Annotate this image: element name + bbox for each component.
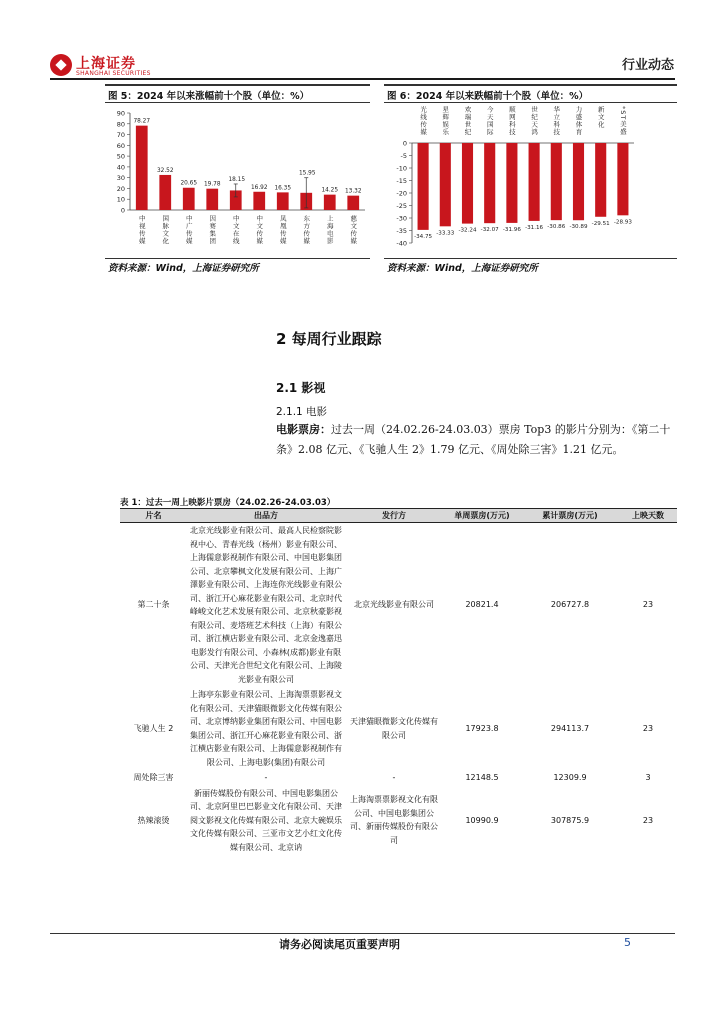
category-label: 慈文传媒 bbox=[349, 215, 358, 245]
brand-name: 上海证券 bbox=[76, 56, 136, 72]
bar bbox=[573, 143, 584, 220]
category-label: 新文化 bbox=[596, 106, 605, 129]
distributor: 天津猫眼微影文化传媒有限公司 bbox=[350, 717, 438, 740]
figure5-title: 图 5：2024 年以来涨幅前十个股（单位：%） bbox=[108, 91, 310, 102]
days-showing: 23 bbox=[642, 723, 654, 733]
bar bbox=[136, 126, 148, 210]
bar bbox=[347, 196, 359, 210]
header-film: 片名 bbox=[120, 509, 187, 523]
total-box-office: 294113.7 bbox=[550, 723, 590, 733]
total-box-office: 12309.9 bbox=[553, 773, 587, 782]
category-label: 力盛体育 bbox=[574, 106, 583, 136]
bar bbox=[551, 143, 562, 220]
disclaimer-notice: 请务必阅读尾页重要声明 bbox=[279, 938, 400, 951]
data-label: 78.27 bbox=[133, 118, 151, 125]
bar bbox=[418, 143, 429, 230]
data-label: 13.32 bbox=[344, 188, 362, 195]
subsection-heading: 2.1 影视 bbox=[276, 381, 326, 395]
data-label: 15.95 bbox=[298, 170, 316, 177]
bar bbox=[324, 195, 336, 210]
report-category: 行业动态 bbox=[621, 58, 674, 73]
y-tick-label: 70 bbox=[116, 131, 125, 140]
category-label: 中文在线 bbox=[231, 215, 240, 245]
y-tick-label: -30 bbox=[396, 214, 407, 223]
total-box-office: 307875.9 bbox=[550, 815, 590, 825]
category-label: 中视传媒 bbox=[137, 215, 146, 245]
y-tick-label: 30 bbox=[116, 174, 125, 183]
table-row bbox=[120, 687, 677, 770]
bar bbox=[183, 188, 195, 210]
data-label: 16.35 bbox=[274, 185, 292, 192]
distributor: 上海淘票票影视文化有限公司、中国电影集团公司、新丽传媒股份有限公司 bbox=[350, 795, 438, 845]
producer: 上海亭东影业有限公司、上海淘票票影视文化有限公司、天津猫眼微影文化传媒有限公司、北京博纳影业集团有限公司、中国电影集团公司、浙江开心麻花影业有限公司、浙江横店影业有限公司、上海儒意影视制作有限公司、上海电影(集团)有限公司 bbox=[190, 690, 342, 767]
figure6-chart bbox=[384, 104, 677, 259]
y-tick-label: -5 bbox=[400, 152, 407, 160]
producer: 新丽传媒股份有限公司、中国电影集团公司、北京阿里巴巴影业文化有限公司、天津阅文影视文化传媒有限公司、北京大碗娱乐文化传媒有限公司、三亚市文艺小红文化传媒有限公司、北京讷 bbox=[190, 788, 342, 852]
days-showing: 23 bbox=[642, 600, 654, 610]
header-producer: 出品方 bbox=[187, 509, 345, 523]
category-label: 世纪天鸿 bbox=[530, 106, 539, 136]
y-tick-label: 0 bbox=[120, 206, 125, 215]
figure6-top-rule bbox=[384, 84, 677, 86]
table-row bbox=[120, 770, 677, 786]
category-label: 中文传媒 bbox=[255, 215, 264, 245]
table-header-row bbox=[120, 509, 677, 523]
y-tick-label: 0 bbox=[402, 139, 407, 148]
bar bbox=[484, 143, 495, 223]
bar bbox=[440, 143, 451, 226]
section-heading: 2 每周行业跟踪 bbox=[276, 330, 382, 348]
y-tick-label: 90 bbox=[116, 109, 125, 118]
category-label: 中广传媒 bbox=[184, 215, 193, 245]
weekly-box-office: 10990.9 bbox=[465, 815, 499, 825]
data-label: -32.24 bbox=[458, 227, 477, 234]
y-tick-label: -40 bbox=[396, 239, 407, 248]
y-tick-label: -15 bbox=[396, 177, 407, 185]
category-label: 顺网科技 bbox=[507, 106, 516, 136]
category-label: 因赛集团 bbox=[208, 215, 217, 245]
distributor: - bbox=[392, 773, 396, 782]
bar bbox=[506, 143, 517, 223]
header-divider bbox=[50, 78, 675, 80]
bar bbox=[462, 143, 473, 224]
header-total: 累计票房(万元) bbox=[521, 509, 619, 523]
category-label: 华立科技 bbox=[552, 106, 561, 136]
header-distributor: 发行方 bbox=[345, 509, 443, 523]
data-label: 32.52 bbox=[156, 167, 174, 174]
bar bbox=[206, 189, 218, 210]
data-label: -31.96 bbox=[502, 226, 521, 233]
data-label: 18.15 bbox=[228, 176, 246, 183]
table-row bbox=[120, 523, 677, 688]
figure6-title: 图 6：2024 年以来跌幅前十个股（单位：%） bbox=[387, 91, 589, 102]
film-name: 热辣滚烫 bbox=[137, 815, 170, 825]
data-label: -33.33 bbox=[436, 230, 455, 237]
days-showing: 3 bbox=[645, 773, 651, 782]
weekly-box-office: 17923.8 bbox=[465, 723, 499, 733]
data-label: -31.16 bbox=[525, 224, 544, 231]
data-label: -29.51 bbox=[591, 220, 610, 227]
data-label: -32.07 bbox=[480, 227, 499, 234]
box-office-paragraph bbox=[276, 420, 676, 460]
data-label: -30.86 bbox=[547, 224, 566, 231]
data-label: 20.65 bbox=[180, 180, 198, 187]
paragraph-label: 电影票房： bbox=[276, 423, 331, 436]
y-tick-label: 60 bbox=[116, 141, 125, 150]
category-label: 东方传媒 bbox=[302, 215, 311, 245]
logo-icon bbox=[50, 54, 72, 76]
y-tick-label: 80 bbox=[116, 120, 125, 129]
footer-divider bbox=[50, 933, 675, 934]
data-label: -28.93 bbox=[613, 219, 632, 226]
figure5-top-rule bbox=[105, 84, 370, 86]
producer: - bbox=[264, 773, 268, 782]
data-label: -30.89 bbox=[569, 224, 588, 231]
bar bbox=[253, 192, 265, 210]
data-label: 16.92 bbox=[250, 184, 268, 191]
brand-name-english: SHANGHAI SECURITIES bbox=[76, 70, 151, 77]
bar bbox=[617, 143, 628, 215]
y-tick-label: 20 bbox=[116, 184, 125, 193]
y-tick-label: 50 bbox=[116, 152, 125, 161]
category-label: 凤凰传媒 bbox=[278, 215, 287, 245]
table-row bbox=[120, 786, 677, 856]
y-tick-label: 40 bbox=[116, 163, 125, 172]
header-days: 上映天数 bbox=[619, 509, 677, 523]
data-label: 14.25 bbox=[321, 187, 339, 194]
weekly-box-office: 20821.4 bbox=[465, 600, 499, 610]
film-name: 飞驰人生 2 bbox=[133, 723, 174, 733]
category-label: 今天国际 bbox=[485, 106, 494, 136]
header-weekly: 单周票房(万元) bbox=[443, 509, 521, 523]
y-tick-label: -10 bbox=[396, 164, 407, 173]
y-tick-label: -20 bbox=[396, 189, 407, 198]
figure6-title-rule bbox=[384, 102, 677, 103]
figure6-source-rule bbox=[384, 258, 677, 259]
figure5-title-rule bbox=[105, 102, 370, 103]
figure5-source-rule bbox=[105, 258, 370, 259]
weekly-box-office: 12148.5 bbox=[465, 773, 499, 782]
category-label: 欢瑞世纪 bbox=[463, 106, 472, 136]
total-box-office: 206727.8 bbox=[550, 600, 590, 610]
subsubsection-heading: 2.1.1 电影 bbox=[276, 406, 328, 418]
days-showing: 23 bbox=[642, 815, 654, 825]
category-label: 星辉娱乐 bbox=[441, 106, 450, 136]
film-name: 周处除三害 bbox=[133, 773, 174, 782]
y-tick-label: -25 bbox=[396, 202, 407, 210]
figure5-source: 资料来源：Wind，上海证券研究所 bbox=[108, 263, 259, 274]
category-label: 光线传媒 bbox=[419, 106, 428, 136]
bar bbox=[529, 143, 540, 221]
paragraph-body: 过去一周（24.02.26-24.03.03）票房 Top3 的影片分别为：《第二十条》2.08 亿元、《飞驰人生 2》1.79 亿元、《周处除三害》1.21 亿元。 bbox=[276, 423, 671, 456]
y-tick-label: -35 bbox=[396, 227, 407, 235]
bar bbox=[277, 192, 289, 210]
table-title: 表 1：过去一周上映影片票房（24.02.26-24.03.03） bbox=[120, 498, 336, 508]
category-label: 国脉文化 bbox=[161, 215, 170, 245]
figure6-source: 资料来源：Wind，上海证券研究所 bbox=[387, 263, 538, 274]
data-label: -34.75 bbox=[414, 233, 433, 240]
category-label: 上海电影 bbox=[325, 215, 334, 245]
category-label: *ST美盛 bbox=[618, 106, 627, 136]
bar bbox=[159, 175, 171, 210]
film-name: 第二十条 bbox=[137, 600, 170, 610]
page-number: 5 bbox=[624, 936, 631, 949]
bar bbox=[595, 143, 606, 217]
y-tick-label: 10 bbox=[116, 195, 125, 204]
figure5-chart bbox=[105, 104, 375, 259]
producer: 北京光线影业有限公司、最高人民检察院影视中心、青春光线（杨州）影业有限公司、上海儒意影视制作有限公司、中国电影集团公司、北京攀枫文化发展有限公司、上海广澤影业有限公司、上海连你光线影业有限公司、浙江开心麻花影业有限公司、北京时代峰峻文化艺术发展有限公司、北京秋豪影视有限公司、麦塔班艺术科技（上海）有限公司、浙江横店影业有限公司、北京金逸嘉迅电影发行有限公司、小森林(成都)影业有限公司、天津光合世纪文化有限公司、上海陵光影业有限公司 bbox=[190, 526, 342, 684]
data-label: 19.78 bbox=[203, 181, 221, 188]
distributor: 北京光线影业有限公司 bbox=[354, 600, 434, 610]
box-office-table bbox=[120, 508, 677, 855]
